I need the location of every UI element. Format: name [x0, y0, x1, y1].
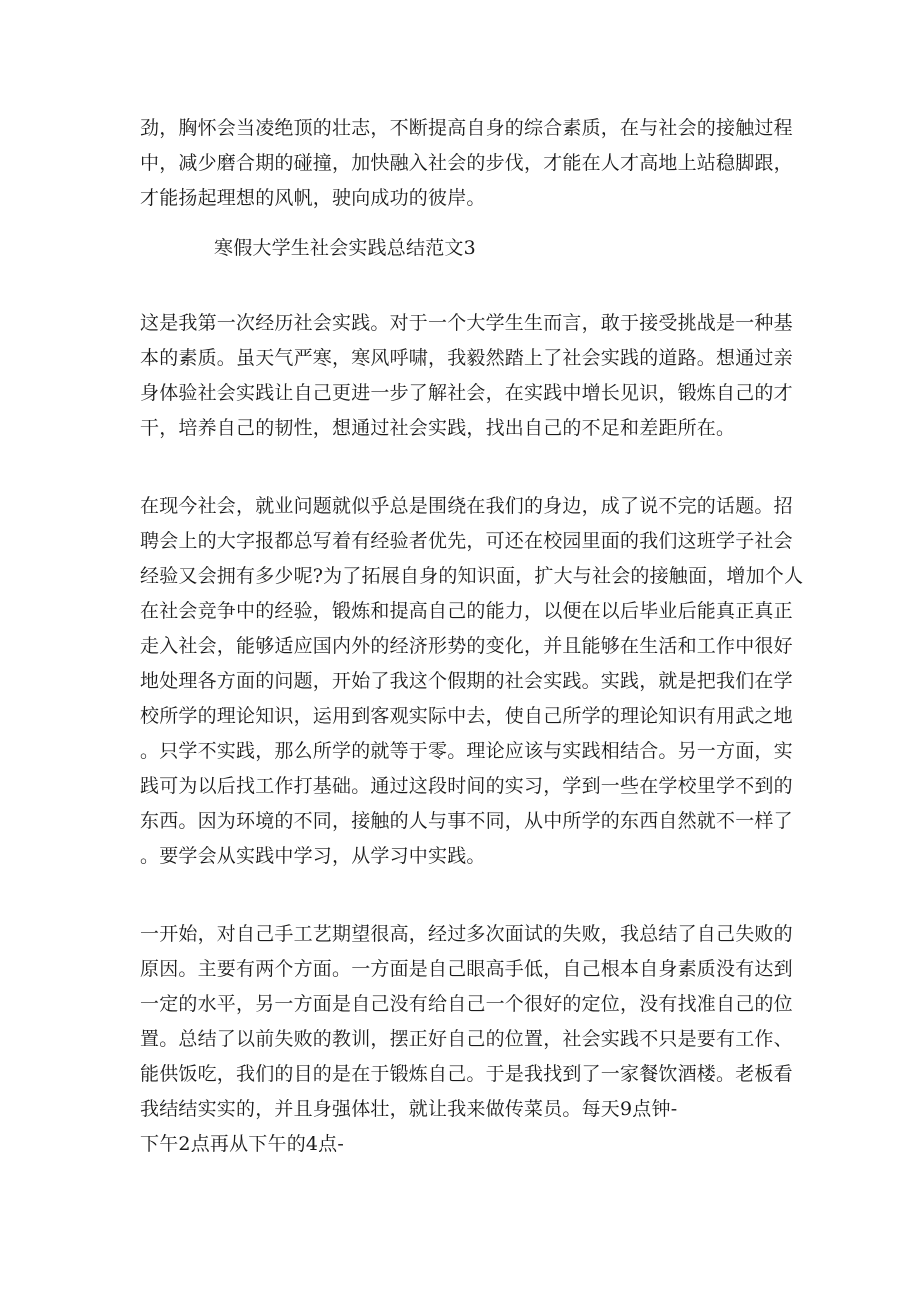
text-line: 聘会上的大字报都总写着有经验者优先，可还在校园里面的我们这班学子社会: [140, 530, 793, 552]
text-line: 才能扬起理想的风帆，驶向成功的彼岸。: [140, 187, 486, 209]
text-line: 在现今社会，就业问题就似乎总是围绕在我们的身边，成了说不完的话题。招: [140, 495, 793, 517]
text-line: 东西。因为环境的不同，接触的人与事不同，从中所学的东西自然就不一样了: [140, 810, 793, 832]
text-line: 我结结实实的，并且身强体壮，就让我来做传菜员。每天9点钟-: [140, 1098, 678, 1120]
text-line: 校所学的理论知识，运用到客观实际中去，使自己所学的理论知识有用武之地: [140, 705, 793, 727]
text-line: 本的素质。虽天气严寒，寒风呼啸，我毅然踏上了社会实践的道路。想通过亲: [140, 347, 793, 369]
text-line: 在社会竞争中的经验，锻炼和提高自己的能力，以便在以后毕业后能真正真正: [140, 600, 793, 622]
text-line: 身体验社会实践让自己更进一步了解社会，在实践中增长见识，锻炼自己的才: [140, 382, 793, 404]
text-line: 下午2点再从下午的4点-: [140, 1133, 344, 1155]
text-line: 走入社会，能够适应国内外的经济形势的变化，并且能够在生活和工作中很好: [140, 635, 793, 657]
text-line: 原因。主要有两个方面。一方面是自己眼高手低，自己根本自身素质没有达到: [140, 958, 793, 980]
section-title: 寒假大学生社会实践总结范文3: [214, 237, 476, 259]
text-line: 经验又会拥有多少呢?为了拓展自身的知识面，扩大与社会的接触面，增加个人: [140, 565, 804, 587]
text-line: 能供饭吃，我们的目的是在于锻炼自己。于是我找到了一家餐饮酒楼。老板看: [140, 1063, 793, 1085]
text-line: 践可为以后找工作打基础。通过这段时间的实习，学到一些在学校里学不到的: [140, 775, 793, 797]
text-line: 。只学不实践，那么所学的就等于零。理论应该与实践相结合。另一方面，实: [140, 740, 793, 762]
text-line: 劲，胸怀会当凌绝顶的壮志，不断提高自身的综合素质，在与社会的接触过程: [140, 117, 793, 139]
text-line: 这是我第一次经历社会实践。对于一个大学生生而言，敢于接受挑战是一种基: [140, 312, 793, 334]
text-line: 干，培养自己的韧性，想通过社会实践，找出自己的不足和差距所在。: [140, 417, 736, 439]
text-line: 地处理各方面的问题，开始了我这个假期的社会实践。实践，就是把我们在学: [140, 670, 793, 692]
text-line: 中，减少磨合期的碰撞，加快融入社会的步伐，才能在人才高地上站稳脚跟，: [140, 152, 793, 174]
text-line: 置。总结了以前失败的教训，摆正好自己的位置，社会实践不只是要有工作、: [140, 1028, 793, 1050]
text-line: 一定的水平，另一方面是自己没有给自己一个很好的定位，没有找准自己的位: [140, 993, 793, 1015]
text-line: 。要学会从实践中学习，从学习中实践。: [140, 845, 486, 867]
text-line: 一开始，对自己手工艺期望很高，经过多次面试的失败，我总结了自己失败的: [140, 923, 793, 945]
